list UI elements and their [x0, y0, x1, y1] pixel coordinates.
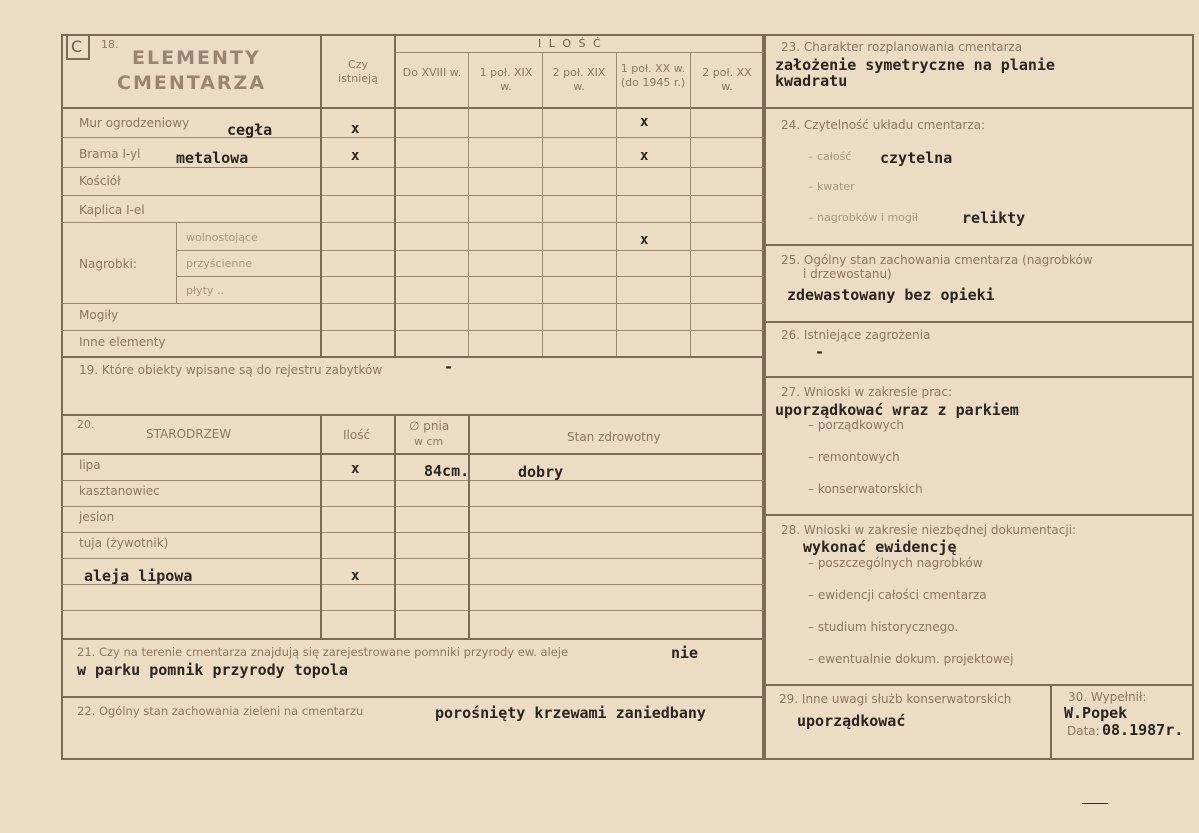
row-kaplica-label: Kaplica I-el	[79, 203, 145, 217]
section-19-value: -	[444, 358, 454, 376]
section-28-item-ewidencji: – ewidencji całości cmentarza	[808, 588, 987, 602]
section-24-label: 24. Czytelność układu cmentarza:	[781, 118, 986, 132]
section-30-date-label: Data:	[1067, 724, 1100, 738]
period-1pol-xix: 1 poł. XIX w.	[479, 66, 533, 93]
col-czy-istnieja: Czy istnieją	[338, 58, 378, 85]
section-25-value: zdewastowany bez opieki	[787, 286, 995, 304]
row-brama-value: metalowa	[176, 149, 249, 167]
pnia-column-header-line1: ∅ pnia	[409, 419, 450, 433]
row-mur-value: cegła	[227, 121, 273, 139]
section-18-number: 18.	[101, 38, 119, 51]
tree-aleja-value: aleja lipowa	[84, 567, 193, 585]
section-24-kwater-label: – kwater	[808, 180, 855, 193]
section-23-value-line1: założenie symetryczne na planie	[775, 56, 1055, 74]
period-2pol-xix: 2 poł. XIX w.	[552, 66, 606, 93]
section-21-value-park: w parku pomnik przyrody topola	[77, 661, 348, 679]
mur-1pol-xx-mark: x	[640, 114, 649, 130]
ilosc-header: I L O Ś Ć	[538, 37, 603, 50]
section-27-value: uporządkować wraz z parkiem	[775, 401, 1019, 419]
row-kosciol-label: Kościół	[79, 174, 121, 188]
row-plyty-label: płyty ..	[186, 284, 224, 297]
lipa-ilosc-mark: x	[351, 461, 360, 477]
corner-letter: C	[71, 37, 83, 56]
section-30-date-value: 08.1987r.	[1102, 721, 1184, 739]
section-23-value-line2: kwadratu	[775, 72, 848, 90]
brama-czy-mark: x	[351, 148, 360, 164]
section-22-label: 22. Ogólny stan zachowania zieleni na cmentarzu	[77, 704, 364, 718]
section-23-label: 23. Charakter rozplanowania cmentarza	[781, 40, 1023, 54]
section-24-nagrobkow-value: relikty	[962, 209, 1026, 227]
section-29-label: 29. Inne uwagi służb konserwatorskich	[779, 692, 1012, 706]
brama-1pol-xx-mark: x	[640, 148, 649, 164]
tree-lipa-label: lipa	[79, 458, 101, 472]
section-18-title-line2: CMENTARZA	[117, 72, 267, 94]
section-28-label: 28. Wnioski w zakresie niezbędnej dokumentacji:	[781, 523, 1077, 537]
aleja-ilosc-mark: x	[351, 568, 360, 584]
section-24-calosc-value: czytelna	[880, 149, 953, 167]
lipa-pnia-value: 84cm.	[424, 462, 470, 480]
section-19-label: 19. Które obiekty wpisane są do rejestru zabytków	[79, 363, 383, 377]
section-24-calosc-label: – całość	[808, 150, 852, 163]
section-28-item-projektowej: – ewentualnie dokum. projektowej	[808, 652, 1014, 666]
section-26-label: 26. Istniejące zagrożenia	[781, 328, 931, 342]
section-27-item-konserwatorskich: – konserwatorskich	[808, 482, 923, 496]
stan-zdrowotny-header: Stan zdrowotny	[567, 430, 661, 444]
section-20-number: 20.	[77, 418, 95, 431]
section-27-item-porzadkowych: – porządkowych	[808, 418, 904, 432]
section-28-item-studium: – studium historycznego.	[808, 620, 959, 634]
section-27-label: 27. Wnioski w zakresie prac:	[781, 385, 953, 399]
wolnostojace-1pol-xx-mark: x	[640, 232, 649, 248]
ilosc-column-header: Ilość	[343, 428, 371, 442]
tree-tuja-label: tuja (żywotnik)	[79, 536, 169, 550]
tree-kasztanowiec-label: kasztanowiec	[79, 484, 160, 498]
section-18-title-line1: ELEMENTY	[132, 47, 261, 69]
row-brama-label: Brama I-yl	[79, 147, 141, 161]
row-inne-label: Inne elementy	[79, 335, 166, 349]
paper-dash-mark	[1082, 803, 1108, 804]
row-nagrobki-label: Nagrobki:	[79, 257, 137, 271]
section-30-name: W.Popek	[1064, 704, 1128, 722]
section-21-label: 21. Czy na terenie cmentarza znajdują się zarejestrowane pomniki przyrody ew. aleje	[77, 645, 569, 659]
starodrzew-header: STARODRZEW	[146, 427, 232, 441]
row-mur-label: Mur ogrodzeniowy	[79, 116, 190, 130]
section-26-value: -	[815, 343, 825, 361]
tree-jesion-label: jesion	[79, 510, 115, 524]
section-28-value: wykonać ewidencję	[803, 538, 957, 556]
section-22-value: porośnięty krzewami zaniedbany	[435, 704, 706, 722]
period-do-xviii: Do XVIII w.	[402, 66, 462, 79]
pnia-column-header-line2: w cm	[414, 435, 444, 448]
row-wolnostojace-label: wolnostojące	[186, 231, 258, 244]
section-24-nagrobkow-label: – nagrobków i mogił	[808, 211, 919, 224]
mur-czy-mark: x	[351, 121, 360, 137]
period-1pol-xx: 1 poł. XX w. (do 1945 r.)	[620, 62, 686, 89]
section-25-label-line1: 25. Ogólny stan zachowania cmentarza (nagrobków	[781, 253, 1093, 267]
lipa-stan-value: dobry	[518, 463, 564, 481]
section-28-item-nagrobkow: – poszczególnych nagrobków	[808, 556, 983, 570]
section-25-label-line2: i drzewostanu)	[803, 267, 892, 281]
period-2pol-xx: 2 poł. XX w.	[702, 66, 752, 93]
section-29-value: uporządkować	[797, 712, 906, 730]
section-30-label: 30. Wypełnił:	[1068, 690, 1147, 704]
row-mogily-label: Mogiły	[79, 308, 119, 322]
section-21-value-nie: nie	[671, 644, 699, 662]
section-27-item-remontowych: – remontowych	[808, 450, 900, 464]
row-przyscienne-label: przyścienne	[186, 257, 253, 270]
